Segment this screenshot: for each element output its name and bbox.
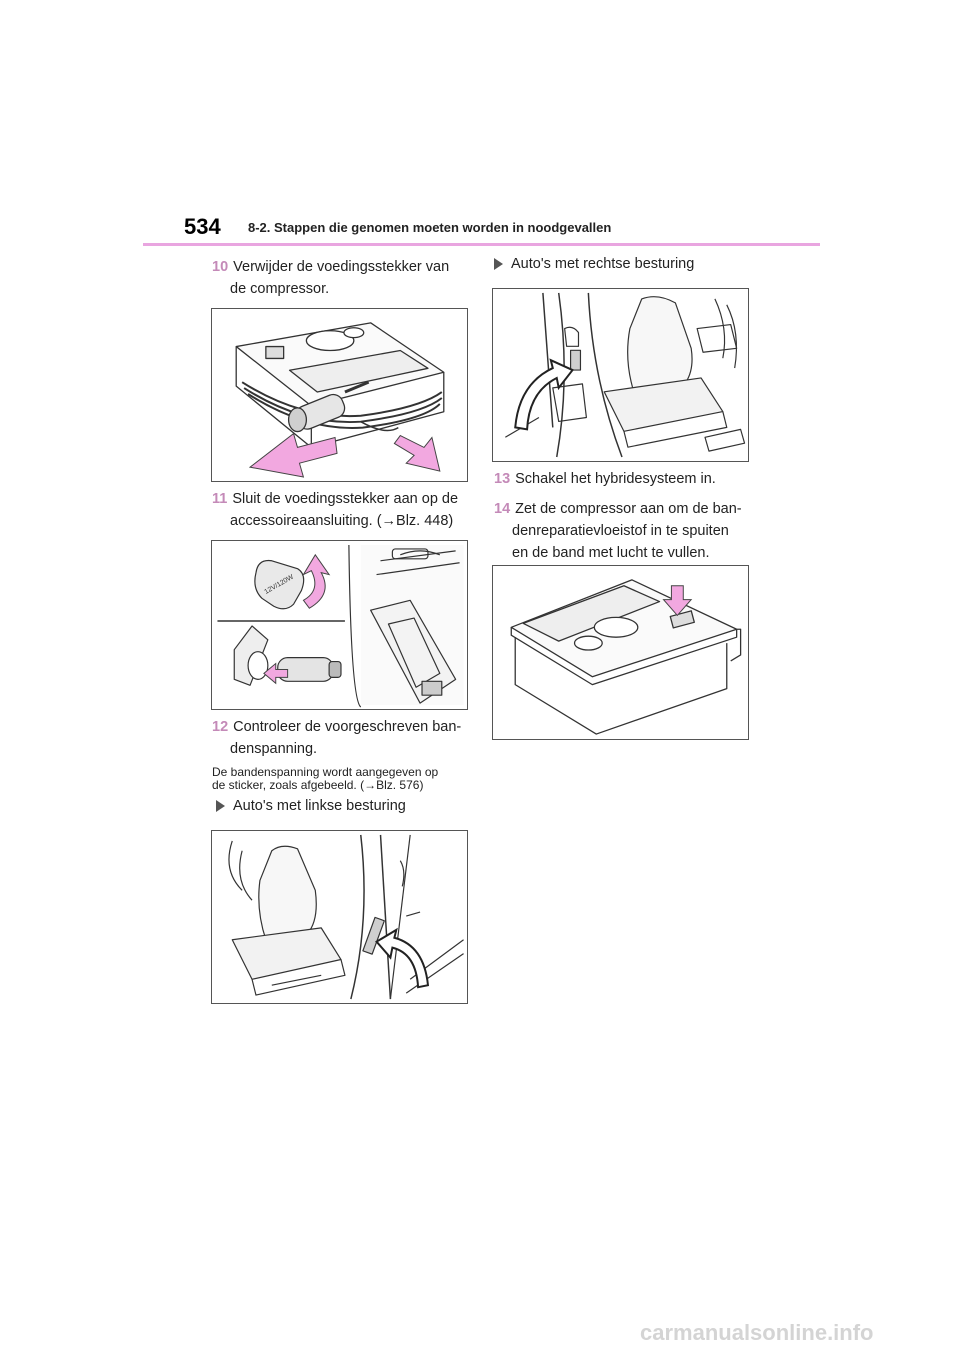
step-11: 11 Sluit de voedingsstekker aan op de accessoireaansluiting. (→Blz. 448) [212, 491, 459, 529]
figure-compressor-switch-on [492, 565, 749, 740]
compressor-unplug-illustration [212, 309, 467, 481]
figure-tire-label-rhd [492, 288, 749, 462]
step-number: 11 [212, 491, 228, 507]
step-number: 12 [212, 719, 229, 735]
step-number: 10 [212, 259, 229, 275]
figure-tire-label-lhd [211, 830, 468, 1004]
driver-door-pillar-rhd-illustration [493, 289, 748, 461]
step-number: 13 [494, 471, 511, 487]
step-10: 10 Verwijder de voedingsstekker van de compressor. [212, 259, 450, 297]
watermark: carmanualsonline.info [640, 1320, 874, 1345]
driver-door-pillar-lhd-illustration [212, 831, 467, 1003]
step-14: 14 Zet de compressor aan om de ban- denreparatievloeistof in te spuiten en de band met lucht te vullen. [494, 501, 742, 561]
triangle-bullet-icon [494, 258, 503, 270]
step-number: 14 [494, 501, 511, 517]
arrow-pull-left [250, 434, 337, 477]
arrow-point-sticker [377, 930, 428, 987]
page-number: 534 [184, 214, 221, 239]
step-12: 12 Controleer de voorgeschreven ban- denspanning. [212, 719, 462, 757]
bullet-left-hand-drive: Auto's met linkse besturing [216, 798, 406, 814]
step-13: 13 Schakel het hybridesysteem in. [494, 471, 716, 487]
triangle-bullet-icon [216, 800, 225, 812]
plug-cap-label: 12V/120W [263, 573, 295, 596]
figure-remove-power-plug [211, 308, 468, 482]
header-divider [143, 243, 820, 246]
accessory-socket-illustration [212, 541, 467, 709]
bullet-right-hand-drive: Auto's met rechtse besturing [494, 256, 694, 272]
tire-pressure-note: De bandenspanning wordt aangegeven op de sticker, zoals afgebeeld. (→Blz. 576) [212, 765, 439, 792]
compressor-switch-illustration [493, 566, 748, 739]
arrow-pull-right [394, 436, 439, 472]
figure-accessory-socket [211, 540, 468, 710]
section-title: 8-2. Stappen die genomen moeten worden in noodgevallen [248, 220, 612, 235]
arrow-flip-cap [303, 555, 329, 608]
